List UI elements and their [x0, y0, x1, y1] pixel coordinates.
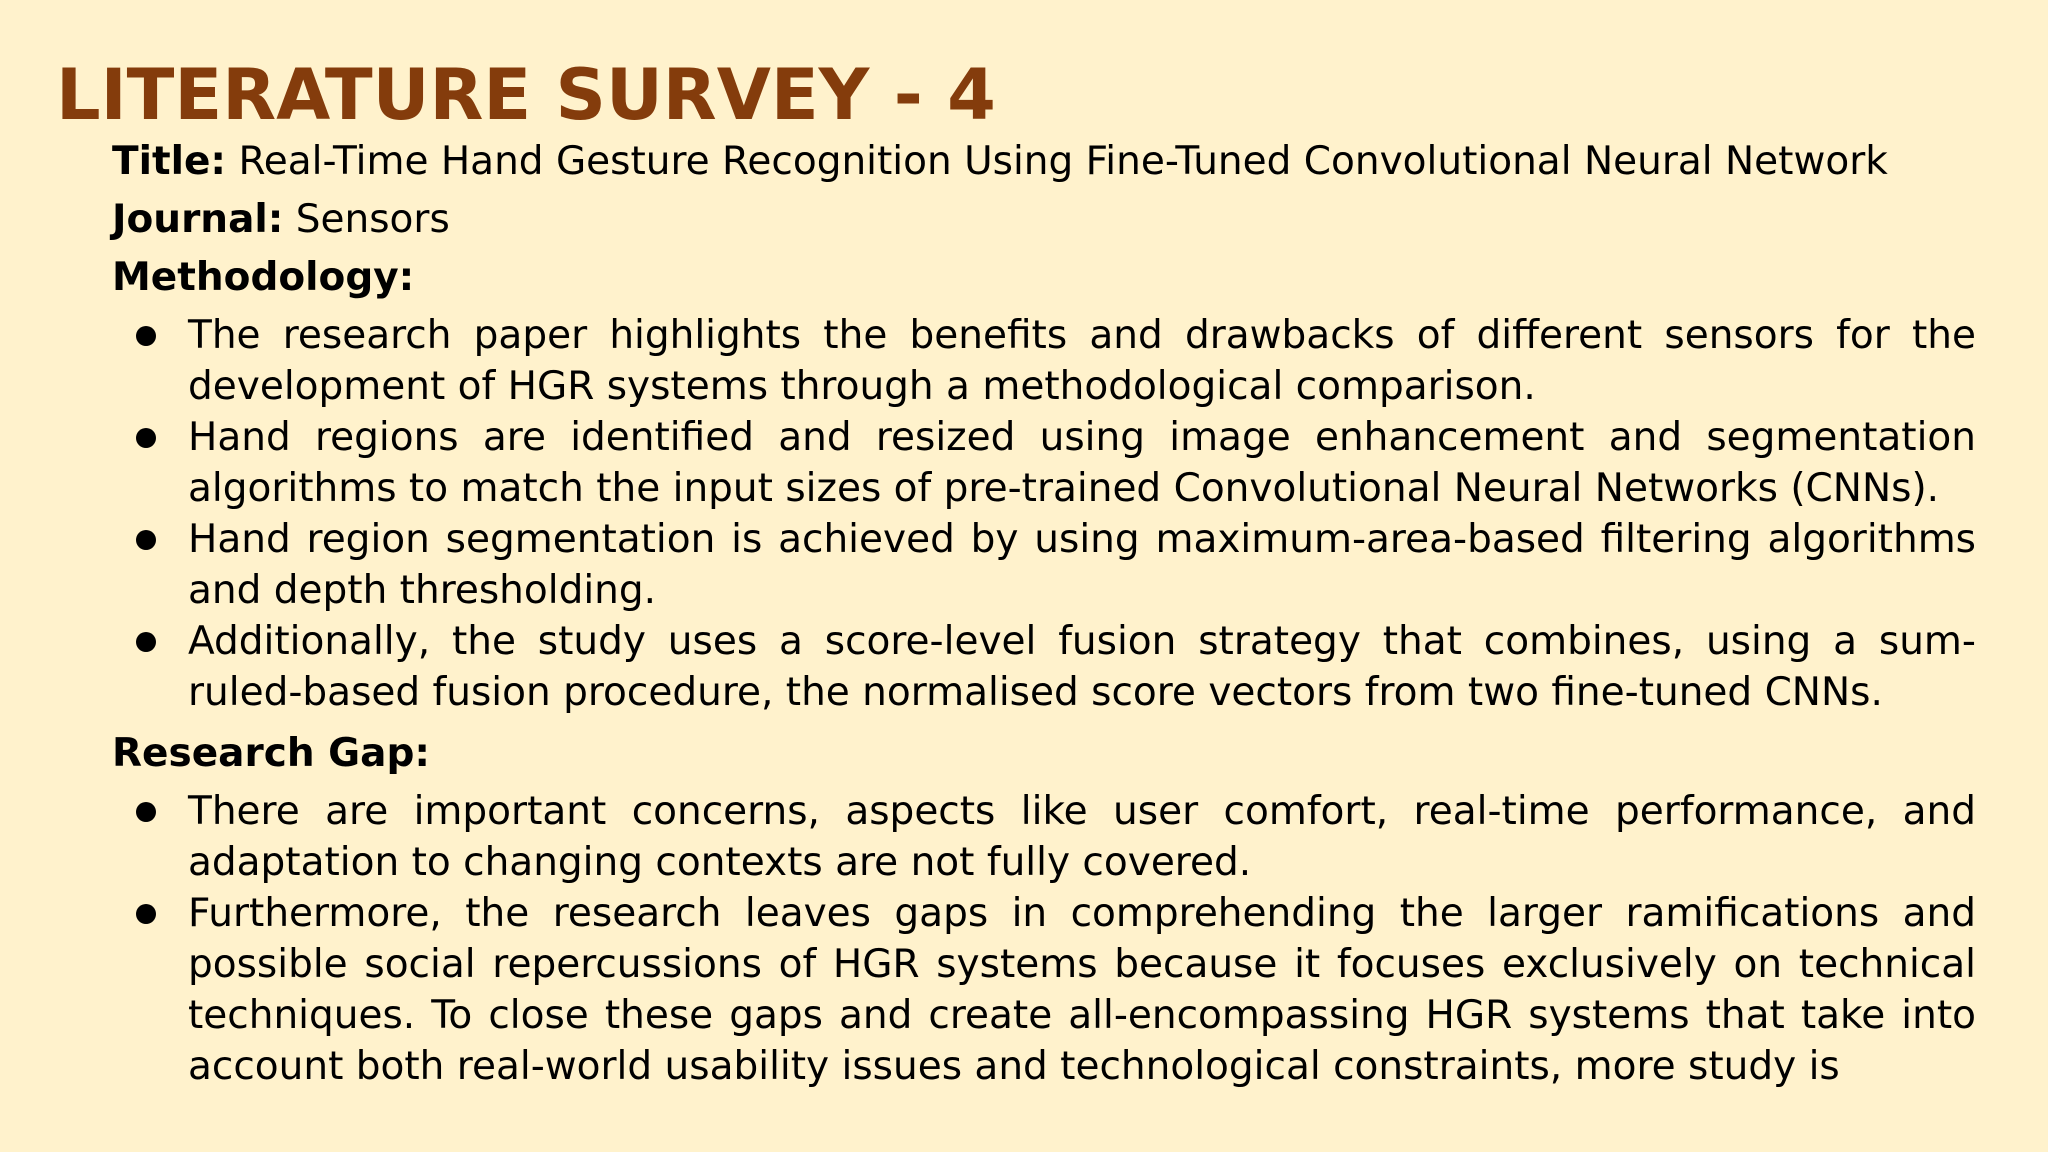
methodology-item-text: Hand region segmentation is achieved by using maximum-area-based filtering algorithms and depth thresholding.	[188, 517, 1976, 613]
bullet-icon	[136, 530, 156, 550]
slide-title: LITERATURE SURVEY - 4	[56, 54, 996, 136]
methodology-item-text: Hand regions are identified and resized using image enhancement and segmentation algorithms to match the input sizes of pre-trained Convolutional Neural Networks (CNNs).	[188, 415, 1976, 511]
methodology-list	[112, 310, 1976, 718]
research-gap-list	[112, 786, 1976, 1092]
methodology-item-text: Additionally, the study uses a score-level fusion strategy that combines, using a sum-ruled-based fusion procedure, the normalised score vectors from two fine-tuned CNNs.	[188, 619, 1976, 715]
methodology-heading: Methodology:	[112, 255, 415, 300]
methodology-item	[112, 412, 1976, 514]
research-gap-item-text: Furthermore, the research leaves gaps in comprehending the larger ramifications and possible social repercussions of HGR systems because it focuses exclusively on technical techniques. To close these gaps and create all-encompassing HGR systems that take into account both real-world usability issues and technological constraints, more study is	[188, 891, 1976, 1089]
research-gap-heading: Research Gap:	[112, 731, 430, 776]
research-gap-item	[112, 888, 1976, 1092]
methodology-item	[112, 514, 1976, 616]
journal-value: Sensors	[295, 197, 450, 242]
bullet-icon	[136, 904, 156, 924]
bullet-icon	[136, 428, 156, 448]
journal-label: Journal:	[112, 197, 284, 242]
methodology-item	[112, 310, 1976, 412]
research-gap-item	[112, 786, 1976, 888]
paper-title-line	[112, 136, 1976, 187]
paper-title-value: Real-Time Hand Gesture Recognition Using Fine-Tuned Convolutional Neural Network	[238, 139, 1888, 184]
slide-content	[112, 136, 1976, 1102]
methodology-item	[112, 616, 1976, 718]
research-gap-item-text: There are important concerns, aspects like user comfort, real-time performance, and adaptation to changing contexts are not fully covered.	[188, 789, 1976, 885]
journal-line	[112, 194, 1976, 245]
bullet-icon	[136, 326, 156, 346]
bullet-icon	[136, 802, 156, 822]
bullet-icon	[136, 632, 156, 652]
paper-title-label: Title:	[112, 139, 227, 184]
methodology-item-text: The research paper highlights the benefits and drawbacks of different sensors for the development of HGR systems through a methodological comparison.	[188, 313, 1976, 409]
